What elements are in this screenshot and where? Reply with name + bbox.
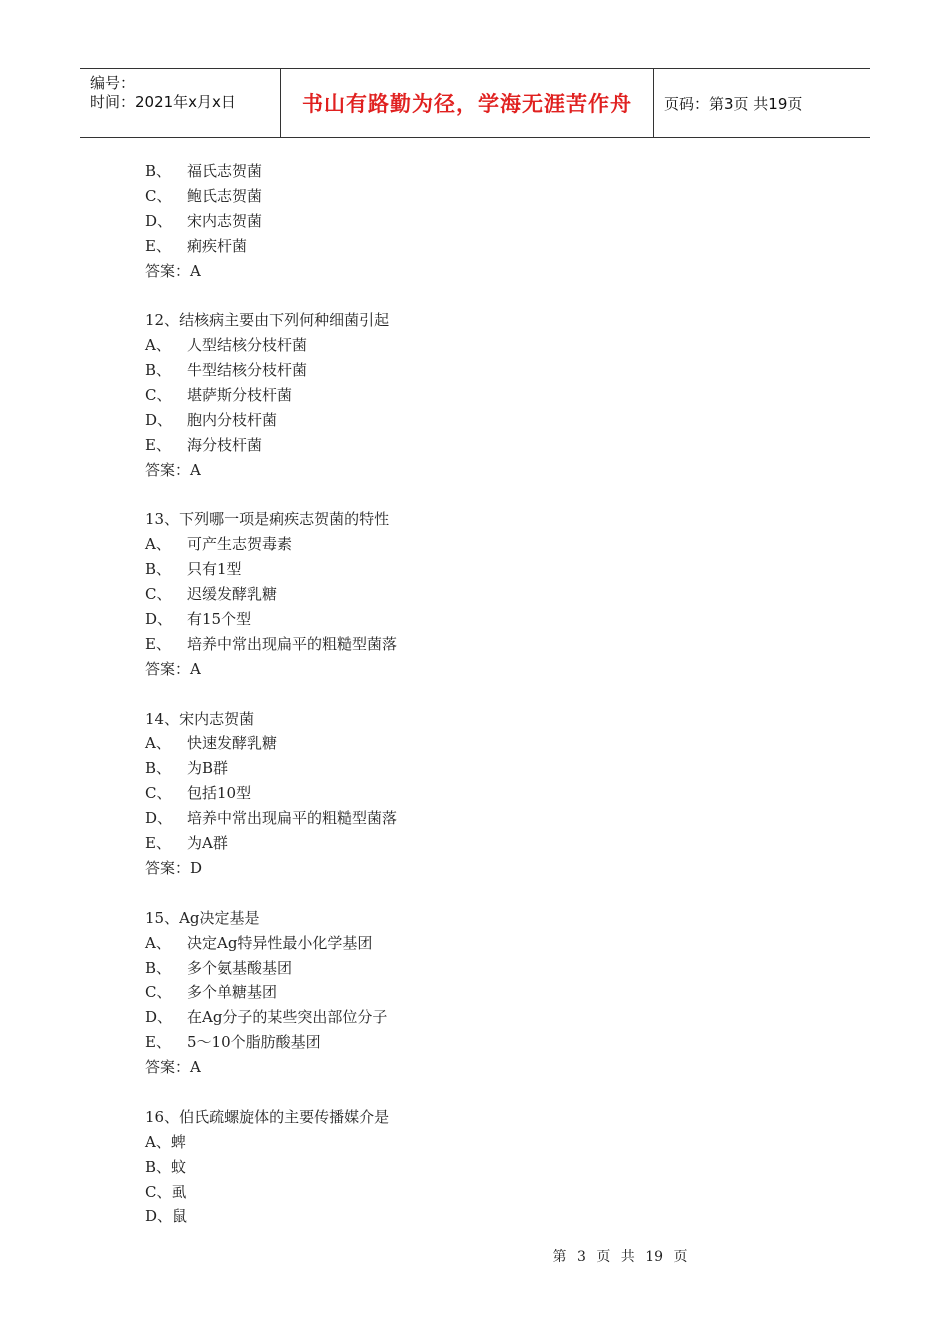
option-letter: C、 (145, 386, 172, 405)
answer-option (145, 931, 845, 956)
option-letter: A、 (145, 535, 171, 554)
answer-option (145, 532, 845, 557)
answer-option (145, 806, 845, 831)
question-line: C、虱 (145, 1182, 187, 1201)
answer-option (145, 756, 845, 781)
answer-key: 答案：A (145, 460, 201, 479)
answer-option (145, 980, 845, 1005)
option-letter: A、 (145, 734, 171, 753)
answer-option (145, 781, 845, 806)
blank-line (145, 1080, 845, 1105)
option-text: 海分枝杆菌 (187, 435, 263, 454)
option-letter: D、 (145, 1008, 173, 1027)
option-text: 在Ag分子的某些突出部位分子 (187, 1008, 388, 1027)
blank-line (145, 881, 845, 906)
option-text: 迟缓发酵乳糖 (187, 585, 278, 604)
option-text: 宋内志贺菌 (187, 211, 263, 230)
answer-option (145, 433, 845, 458)
option-letter: A、 (145, 933, 171, 952)
question-line: D、鼠 (145, 1207, 188, 1226)
document-number-label: 编号： (90, 74, 136, 92)
answer-option (145, 383, 845, 408)
page-footer (0, 1246, 950, 1266)
question-line: 12、结核病主要由下列何种细菌引起 (145, 311, 390, 330)
option-letter: D、 (145, 610, 173, 629)
option-text: 为B群 (187, 759, 229, 778)
option-letter: E、 (145, 634, 171, 653)
answer-option (145, 333, 845, 358)
option-letter: C、 (145, 585, 172, 604)
answer-option (145, 831, 845, 856)
option-text: 快速发酵乳糖 (187, 734, 278, 753)
option-text: 堪萨斯分枝杆菌 (187, 386, 293, 405)
answer-option (145, 582, 845, 607)
answer-option (145, 557, 845, 582)
footer-page-prefix: 第 (552, 1249, 567, 1265)
header-meta (80, 69, 281, 137)
header-motto: 书山有路勤为径，学海无涯苦作舟 (281, 69, 654, 137)
answer-option (145, 731, 845, 756)
option-text: 决定Ag特异性最小化学基团 (187, 933, 373, 952)
answer-option (145, 1005, 845, 1030)
option-letter: D、 (145, 809, 173, 828)
option-letter: E、 (145, 834, 171, 853)
option-letter: B、 (145, 560, 172, 579)
blank-line (145, 283, 845, 308)
option-text: 多个氨基酸基团 (187, 958, 293, 977)
option-letter: B、 (145, 361, 172, 380)
blank-line (145, 682, 845, 707)
page-header (80, 68, 870, 138)
answer-key: 答案：A (145, 1058, 201, 1077)
option-text: 有15个型 (187, 610, 252, 629)
question-line: B、蚊 (145, 1157, 187, 1176)
option-letter: E、 (145, 435, 171, 454)
option-text: 福氏志贺菌 (187, 162, 263, 180)
option-letter: B、 (145, 759, 172, 778)
footer-total-prefix: 共 (620, 1249, 635, 1265)
option-text: 胞内分枝杆菌 (187, 410, 278, 429)
header-page-indicator: 页码：第3页 共19页 (664, 94, 803, 113)
option-letter: C、 (145, 784, 172, 803)
answer-option (145, 1030, 845, 1055)
question-line: 14、宋内志贺菌 (145, 709, 255, 728)
option-text: 培养中常出现扁平的粗糙型菌落 (187, 809, 398, 828)
option-letter: C、 (145, 983, 172, 1002)
option-text: 鲍氏志贺菌 (187, 186, 263, 205)
answer-option (145, 607, 845, 632)
answer-key: 答案：A (145, 261, 201, 280)
option-letter: B、 (145, 958, 172, 977)
answer-option (145, 956, 845, 981)
option-letter: E、 (145, 1033, 171, 1052)
option-text: 人型结核分枝杆菌 (187, 336, 308, 355)
option-letter: C、 (145, 186, 172, 205)
option-letter: D、 (145, 410, 173, 429)
footer-page-current: 3 (576, 1249, 586, 1265)
answer-option (145, 358, 845, 383)
answer-option (145, 234, 845, 259)
question-line: A、蜱 (145, 1132, 186, 1151)
option-letter: B、 (145, 162, 172, 180)
answer-key: 答案：A (145, 659, 201, 678)
option-text: 牛型结核分枝杆菌 (187, 361, 308, 380)
option-letter: E、 (145, 236, 171, 255)
question-line: 15、Ag决定基是 (145, 908, 260, 927)
option-letter: D、 (145, 211, 173, 230)
answer-option (145, 209, 845, 234)
option-text: 为A群 (187, 834, 228, 853)
answer-option (145, 184, 845, 209)
option-letter: A、 (145, 336, 171, 355)
option-text: 可产生志贺毒素 (187, 535, 293, 554)
footer-page-word: 页 (596, 1249, 611, 1265)
option-text: 痢疾杆菌 (187, 236, 248, 255)
option-text: 只有1型 (187, 560, 242, 579)
answer-option (145, 159, 845, 184)
answer-option (145, 408, 845, 433)
question-list (145, 159, 845, 1229)
footer-page-total: 19 (645, 1249, 664, 1265)
option-text: 多个单糖基团 (187, 983, 278, 1002)
footer-total-word: 页 (673, 1249, 688, 1265)
answer-key: 答案：D (145, 858, 203, 877)
option-text: 包括10型 (187, 784, 252, 803)
blank-line (145, 483, 845, 508)
document-time-label: 时间：2021年x月x日 (90, 93, 236, 111)
answer-option (145, 632, 845, 657)
option-text: 培养中常出现扁平的粗糙型菌落 (187, 634, 398, 653)
question-line: 13、下列哪一项是痢疾志贺菌的特性 (145, 510, 390, 529)
option-text: 5～10个脂肪酸基团 (187, 1033, 321, 1052)
question-line: 16、伯氏疏螺旋体的主要传播媒介是 (145, 1107, 390, 1126)
